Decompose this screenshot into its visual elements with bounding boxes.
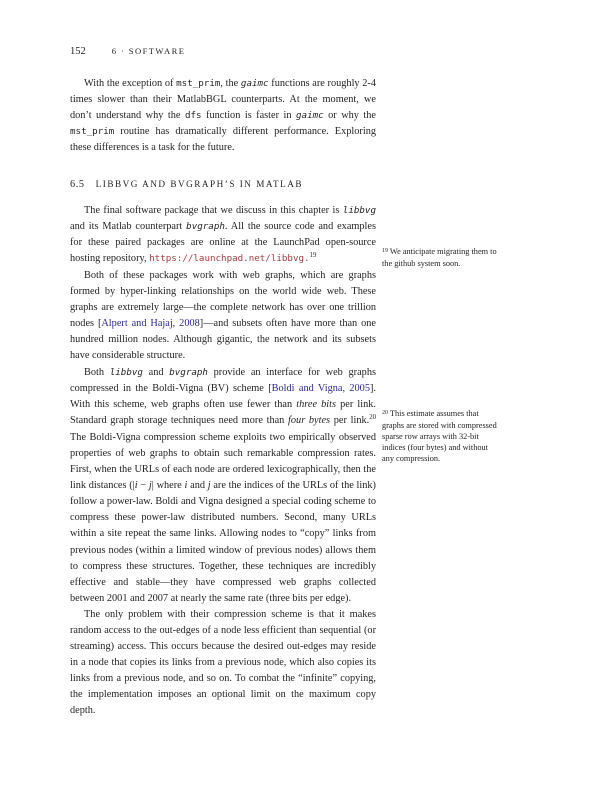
footnote-marker: 20 xyxy=(369,414,376,422)
text-run: The only problem with their compression scheme is that it makes random access to the out-edges of a node less efficient than sequential (or streaming) access. This occurs because the desired out-edges may reside in a node that copies its links from a previous node, which also copies its links from a previous node, and so on. To combat the “infinite” copying, the implementation imposes an optional limit on the maximum copy depth. xyxy=(70,608,376,717)
code-text: mst_prim xyxy=(176,78,221,89)
text-run: provide an interface for web graphs compressed in the Boldi-Vigna (BV) scheme [ xyxy=(70,366,376,394)
text-run: − xyxy=(137,480,149,492)
section-title: LIBBVG AND BVGRAPH’S IN MATLAB xyxy=(95,179,303,190)
text-run: and xyxy=(142,366,170,378)
code-text: libbvg xyxy=(342,204,376,216)
section-heading xyxy=(70,176,376,193)
emphasis-text: i xyxy=(134,480,138,492)
citation-link[interactable]: Boldi and Vigna, 2005 xyxy=(271,382,370,394)
text-run: and xyxy=(187,480,208,492)
text-run: Both xyxy=(84,366,110,378)
text-run: or why the xyxy=(323,110,376,122)
paragraph xyxy=(70,607,376,720)
text-run: | where xyxy=(151,480,185,492)
text-run: The Boldi-Vigna compression scheme exploits two empirically observed properties of web graphs to obtain such remarkable compression rates. First, when the URLs of each node are ordered lexicographically, then the link distances (| xyxy=(70,431,376,492)
text-run: With the exception of xyxy=(84,78,177,89)
running-header: 6 · SOFTWARE xyxy=(111,46,186,56)
code-text: bvgraph xyxy=(186,220,225,232)
page-number: 152 xyxy=(70,46,86,57)
emphasis-text: three bits xyxy=(296,398,337,410)
emphasis-text: j xyxy=(207,480,211,492)
text-run: ]. With this scheme, web graphs often use fewer than xyxy=(70,382,376,410)
code-text: gaimc xyxy=(240,78,269,89)
code-text: gaimc xyxy=(296,110,324,122)
sidenote: $^{19}$ We anticipate migrating them to the github system soon. xyxy=(382,247,497,268)
section-number: 6.5 xyxy=(70,179,85,191)
text-run: routine has dramatically different performance. Exploring these differences is a task for the future. xyxy=(70,126,376,154)
emphasis-text: j xyxy=(148,480,152,492)
page-header xyxy=(70,41,185,59)
code-text: mst_prim xyxy=(70,126,115,138)
code-text: dfs xyxy=(184,110,202,122)
text-run: functions are roughly 2-4 times slower than their MatlabBGL counterparts. At the moment, we don’t understand why the xyxy=(70,78,376,122)
hyperlink[interactable]: https://launchpad.net/libbvg. xyxy=(149,252,310,264)
text-run: The final software package that we discuss in this chapter is xyxy=(84,204,343,216)
text-run: Both of these packages work with web graphs, which are graphs formed by hyper-linking relationships on the world wide web. These graphs are extremely large—the complete network has over one trillion nodes [ xyxy=(70,269,376,330)
paragraph xyxy=(70,76,376,156)
text-run: are the indices of the URLs of the link) follow a power-law. Boldi and Vigna designed a special coding scheme to compress these power-law distributed numbers. Second, many URLs within a site repeat the same links. Allowing nodes to “copy” links from previous nodes (within a limited window of previous nodes) allows them to compress these structures. Together, these techniques are incredibly effective and stable—they have compressed web graphs collected between 2001 and 2007 at nearly the same rate (three bits per edge). xyxy=(70,480,376,604)
sidenote: $^{20}$ This estimate assumes that graphs are stored with compressed sparse row arrays with 32-bit indices (four bytes) and without any compression. xyxy=(382,409,497,463)
text-run: function is faster in xyxy=(201,110,296,122)
paragraph xyxy=(70,365,376,607)
sidenote-number: 20 xyxy=(382,409,388,416)
paragraph xyxy=(70,268,376,365)
text-run: per link. xyxy=(330,414,370,426)
footnote-marker: 19 xyxy=(309,252,317,260)
emphasis-text: i xyxy=(184,480,188,492)
text-run: and its Matlab counterpart xyxy=(70,220,187,232)
text-run: per link. Standard graph storage techniques need more than xyxy=(70,398,376,426)
citation-link[interactable]: Alpert and Hajaj, 2008 xyxy=(101,318,200,330)
paragraph xyxy=(70,203,376,268)
emphasis-text: four bytes xyxy=(288,414,331,426)
text-run: , the xyxy=(220,78,241,89)
code-text: libbvg xyxy=(109,366,143,378)
text-run: ]—and subsets often have more than one hundred million nodes. Although gigantic, the network and its subsets have considerable structure. xyxy=(70,318,376,362)
body-column xyxy=(70,76,376,720)
sidenote-number: 19 xyxy=(382,247,388,254)
text-run: . All the source code and examples for these paired packages are online at the LaunchPad open-source hosting repository, xyxy=(70,220,376,264)
code-text: bvgraph xyxy=(169,366,208,378)
